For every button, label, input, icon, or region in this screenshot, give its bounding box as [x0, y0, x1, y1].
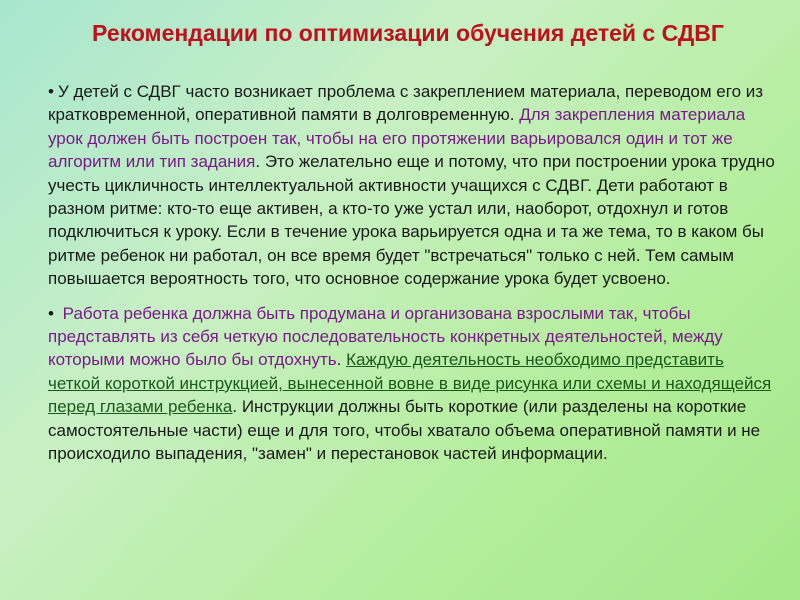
paragraph-2 — [48, 302, 778, 466]
paragraph-1-rest: . Это желательно еще и потому, что при построении урока трудно учесть цикличность интеллектуальной активности учащихся с СДВГ. Дети работают в разном ритме: кто-то еще активен, а кто-то уже устал или, наоборот, отдохнул и готов подключиться к уроку. Если в течение урока варьируется одна и та же тема, то в каком бы ритме ребенок ни работал, он все время будет "встречаться" только с ней. Тем самым повышается вероятность того, что основное содержание урока будет усвоено. — [48, 152, 775, 289]
slide-content — [48, 80, 778, 477]
bullet-1: • — [48, 82, 54, 101]
paragraph-1-highlight: Для закрепления материала урок должен быть построен так, чтобы на его протяжении варьировался один и тот же алгоритм или тип задания — [48, 105, 746, 172]
paragraph-2-dot: . — [336, 350, 347, 370]
paragraph-2-rest: . Инструкции должны быть короткие (или разделены на короткие самостоятельные части) еще и для того, чтобы хватало объема оперативной памяти и не происходило выпадения, "замен" и перестановок частей информации. — [48, 397, 761, 464]
paragraph-2-highlight: Работа ребенка должна быть продумана и организована взрослыми так, чтобы представлять из себя четкую последовательность конкретных деятельностей, между которыми можно было бы отдохнуть — [48, 303, 723, 370]
slide-title: Рекомендации по оптимизации обучения детей с СДВГ — [92, 20, 724, 46]
bullet-2: • — [48, 303, 54, 323]
paragraph-1-text: У детей с СДВГ часто возникает проблема с закреплением материала, переводом его из кратковременной, оперативной памяти в долговременную. — [48, 82, 764, 125]
paragraph-1 — [48, 80, 778, 291]
paragraph-2-underlined: Каждую деятельность необходимо представить четкой короткой инструкцией, вынесенной вовне в виде рисунка или схемы и находящейся перед глазами ребенка — [48, 350, 772, 417]
